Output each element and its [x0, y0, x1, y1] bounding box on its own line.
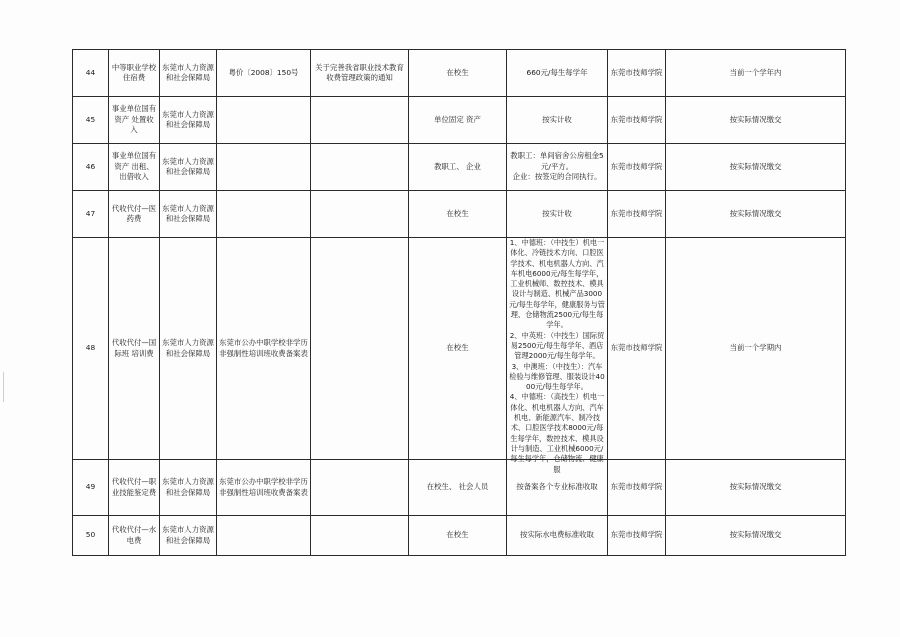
department: 东莞市人力资源和社会保障局	[160, 97, 217, 144]
document-number	[217, 97, 311, 144]
department: 东莞市人力资源和社会保障局	[160, 50, 217, 97]
fee-item: 代收代付—职业技能鉴定费	[109, 460, 160, 516]
table-row	[73, 144, 846, 191]
department: 东莞市人力资源和社会保障局	[160, 238, 217, 460]
remark: 按实际情况缴交	[666, 144, 846, 191]
fee-standard	[507, 144, 608, 191]
remark: 当前一个学年内	[666, 50, 846, 97]
document-number: 东莞市公办中职学校非学历非强制性培训班收费备案表	[217, 238, 311, 460]
fee-item: 代收代付—国际班 培训费	[109, 238, 160, 460]
fee-item: 事业单位国有资产 出租、出借收入	[109, 144, 160, 191]
fee-standard-line: 4、中德班：（高技生）机电一体化、机电机器人方向、汽车机电、新能源汽车、制冷技术、口腔医学技术8000元/每生每学年，数控技术、模具设计与制造、工业机械6000元/每生每学年，仓储物流、健康服	[509, 392, 605, 474]
remark: 按实际情况缴交	[666, 460, 846, 516]
fee-standard-line: 教职工：单间宿舍公房租金5元/平方。	[510, 151, 604, 171]
payer: 教职工、 企业	[409, 144, 507, 191]
remark: 按实际情况缴交	[666, 97, 846, 144]
fee-standard-line: 1、中德班：（中技生）机电一体化、冷链技术方向、口腔医学技术、机电机器人方向、汽车机电6000元/每生每学年，工业机械师、数控技术、模具设计与制造、机械产品3000元/每生每学年，健康服务与管理、仓储物流2500元/每生每学年。	[509, 238, 605, 330]
fee-standard: 按实计收	[507, 97, 608, 144]
table-row	[73, 97, 846, 144]
table-row	[73, 238, 846, 460]
collecting-unit: 东莞市技师学院	[608, 97, 666, 144]
fee-standard: 660元/每生每学年	[507, 50, 608, 97]
document-number: 粤价〔2008〕150号	[217, 50, 311, 97]
fee-standard: 按备案各个专业标准收取	[507, 460, 608, 516]
payer: 在校生	[409, 238, 507, 460]
row-number: 46	[73, 144, 109, 191]
policy-title	[311, 191, 409, 238]
collecting-unit: 东莞市技师学院	[608, 460, 666, 516]
fee-standard: 按实计收	[507, 191, 608, 238]
document-number	[217, 191, 311, 238]
payer: 在校生	[409, 191, 507, 238]
policy-title	[311, 460, 409, 516]
policy-title: 关于完善我省职业技术教育收费管理政策的通知	[311, 50, 409, 97]
fee-standard-details	[509, 238, 605, 474]
fee-standard-line: 3、中澳班：（中技生）：汽车检验与维修管理、服装设计4000元/每生每学年。	[509, 361, 605, 392]
collecting-unit: 东莞市技师学院	[608, 144, 666, 191]
fee-standard	[507, 238, 608, 474]
payer: 在校生、 社会人员	[409, 460, 507, 516]
policy-title	[311, 97, 409, 144]
fee-standard: 按实际水电费标准收取	[507, 516, 608, 556]
scan-margin-mark	[3, 372, 4, 402]
fee-item: 代收代付—水电费	[109, 516, 160, 556]
department: 东莞市人力资源和社会保障局	[160, 516, 217, 556]
table-row	[73, 191, 846, 238]
fee-item: 代收代付—医药费	[109, 191, 160, 238]
collecting-unit: 东莞市技师学院	[608, 238, 666, 460]
row-number: 47	[73, 191, 109, 238]
payer: 单位固定 资产	[409, 97, 507, 144]
table-row	[73, 50, 846, 97]
policy-title	[311, 144, 409, 191]
remark: 按实际情况缴交	[666, 516, 846, 556]
document-number: 东莞市公办中职学校非学历非强制性培训班收费备案表	[217, 460, 311, 516]
policy-title	[311, 238, 409, 460]
collecting-unit: 东莞市技师学院	[608, 191, 666, 238]
fee-item: 中等职业学校住宿费	[109, 50, 160, 97]
table-row	[73, 516, 846, 556]
collecting-unit: 东莞市技师学院	[608, 516, 666, 556]
collecting-unit: 东莞市技师学院	[608, 50, 666, 97]
row-number: 49	[73, 460, 109, 516]
remark: 按实际情况缴交	[666, 191, 846, 238]
fee-item: 事业单位国有资产 处置收入	[109, 97, 160, 144]
row-number: 48	[73, 238, 109, 460]
fee-standard-line: 企业：按签定的合同执行。	[512, 172, 602, 182]
policy-title	[311, 516, 409, 556]
fee-standard-line: 2、中英班：（中技生）国际贸易2500元/每生每学年、酒店管理2000元/每生每学年。	[509, 330, 605, 361]
table-row	[73, 460, 846, 516]
department: 东莞市人力资源和社会保障局	[160, 460, 217, 516]
document-number	[217, 144, 311, 191]
row-number: 50	[73, 516, 109, 556]
fee-table	[72, 49, 846, 556]
payer: 在校生	[409, 50, 507, 97]
row-number: 45	[73, 97, 109, 144]
remark: 当前一个学期内	[666, 238, 846, 460]
department: 东莞市人力资源和社会保障局	[160, 144, 217, 191]
payer: 在校生	[409, 516, 507, 556]
row-number: 44	[73, 50, 109, 97]
department: 东莞市人力资源和社会保障局	[160, 191, 217, 238]
document-number	[217, 516, 311, 556]
